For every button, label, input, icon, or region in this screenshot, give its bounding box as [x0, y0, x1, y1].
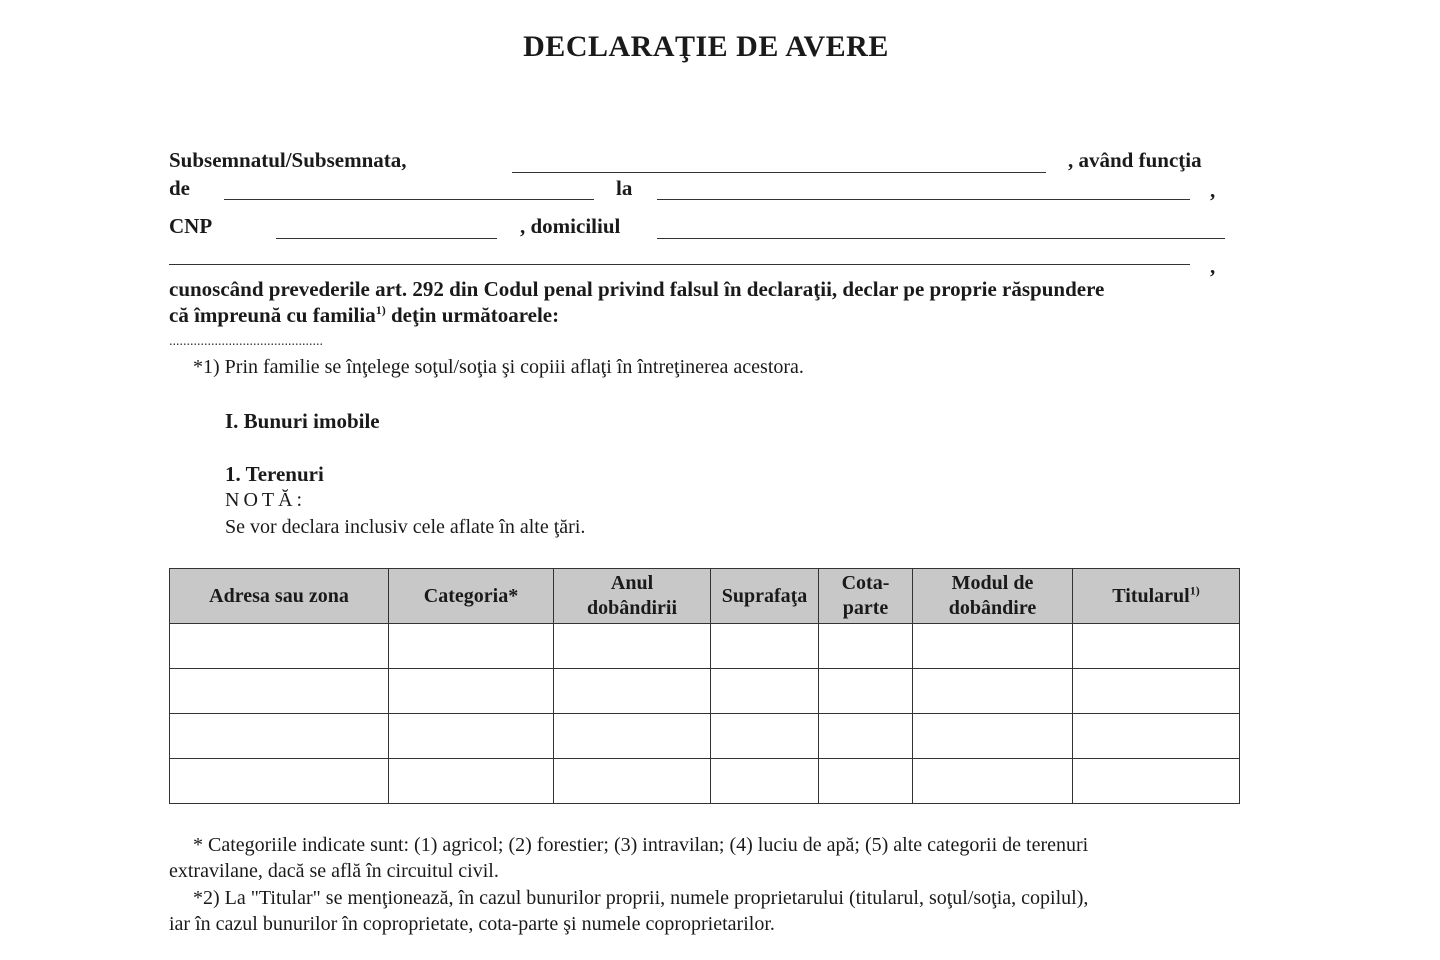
table-row	[170, 759, 1240, 804]
declaration-text-line2	[169, 303, 559, 328]
header-anul-line2: dobândirii	[586, 597, 678, 619]
sub-heading-terenuri: 1. Terenuri	[225, 462, 324, 486]
header-cota-line1: Cota-	[841, 572, 890, 594]
table-cell[interactable]	[819, 624, 913, 669]
table-cell[interactable]	[554, 624, 711, 669]
table-body	[170, 624, 1240, 804]
header-modul	[913, 569, 1073, 624]
table-cell[interactable]	[1073, 669, 1240, 714]
label-subsemnatul: Subsemnatul/Subsemnata,	[169, 148, 407, 172]
label-domiciliul: , domiciliul	[520, 214, 621, 238]
header-cota	[819, 569, 913, 624]
header-cota-line2: parte	[842, 597, 889, 619]
cnp-field-line[interactable]	[276, 238, 497, 239]
header-categoria	[389, 569, 554, 624]
address-continuation-line[interactable]	[169, 264, 1190, 265]
table-row	[170, 624, 1240, 669]
table-row	[170, 669, 1240, 714]
header-modul-line1: Modul de	[951, 572, 1034, 594]
header-modul-line2: dobândire	[948, 597, 1037, 619]
label-avand-functia: , având funcţia	[1068, 148, 1202, 172]
section-heading: I. Bunuri imobile	[225, 409, 380, 433]
institution-field-line[interactable]	[657, 199, 1190, 200]
footnote-separator-dots: ............................................	[169, 334, 323, 349]
table-cell[interactable]	[554, 714, 711, 759]
table-cell[interactable]	[711, 669, 819, 714]
function-field-line[interactable]	[224, 199, 594, 200]
document-title: DECLARAŢIE DE AVERE	[523, 30, 889, 63]
note-titular-line1: *2) La "Titular" se menţionează, în cazul bunurilor proprii, numele proprietarului (titularul, soţul/soţia, copilul),	[193, 887, 1089, 909]
table-cell[interactable]	[389, 714, 554, 759]
table-cell[interactable]	[819, 759, 913, 804]
declaration-text-detin: deţin următoarele:	[385, 303, 560, 327]
header-suprafata-text: Suprafaţa	[721, 584, 808, 607]
nota-text: Se vor declara inclusiv cele aflate în alte ţări.	[225, 516, 586, 538]
table-cell[interactable]	[913, 624, 1073, 669]
terenuri-table	[169, 568, 1240, 804]
declaration-text-line1: cunoscând prevederile art. 292 din Codul penal privind falsul în declaraţii, declar pe proprie răspundere	[169, 277, 1105, 301]
header-titularul-sup: 1)	[1189, 582, 1200, 597]
table-cell[interactable]	[554, 759, 711, 804]
header-categoria-text: Categoria*	[423, 584, 519, 607]
label-la: la	[616, 176, 633, 200]
table-cell[interactable]	[1073, 624, 1240, 669]
table-cell[interactable]	[1073, 714, 1240, 759]
table-cell[interactable]	[554, 669, 711, 714]
header-suprafata	[711, 569, 819, 624]
table-cell[interactable]	[389, 759, 554, 804]
note-categorii-line2: extravilane, dacă se află în circuitul civil.	[169, 860, 499, 882]
footnote-ref-1: 1)	[375, 303, 386, 317]
header-adresa	[170, 569, 389, 624]
table-cell[interactable]	[711, 624, 819, 669]
label-de: de	[169, 176, 190, 200]
table-cell[interactable]	[913, 759, 1073, 804]
table-cell[interactable]	[819, 669, 913, 714]
table-cell[interactable]	[389, 669, 554, 714]
header-adresa-text: Adresa sau zona	[209, 584, 349, 607]
table-row	[170, 714, 1240, 759]
note-categorii-line1: * Categoriile indicate sunt: (1) agricol; (2) forestier; (3) intravilan; (4) luciu de apă; (5) alte categorii de terenuri	[193, 834, 1089, 856]
note-titular-line2: iar în cazul bunurilor în coproprietate, cota-parte şi numele coproprietarilor.	[169, 913, 775, 935]
address-field-line[interactable]	[657, 238, 1225, 239]
name-field-line[interactable]	[512, 172, 1046, 173]
table-cell[interactable]	[913, 669, 1073, 714]
header-anul	[554, 569, 711, 624]
header-anul-line1: Anul	[610, 572, 654, 594]
comma-2: ,	[1210, 254, 1216, 278]
table-header-row	[170, 569, 1240, 624]
table-cell[interactable]	[170, 624, 389, 669]
table-cell[interactable]	[819, 714, 913, 759]
table-cell[interactable]	[913, 714, 1073, 759]
table-cell[interactable]	[389, 624, 554, 669]
nota-label: NOTĂ:	[225, 489, 307, 511]
table-cell[interactable]	[711, 759, 819, 804]
comma-1: ,	[1210, 178, 1216, 202]
table-cell[interactable]	[1073, 759, 1240, 804]
declaration-text-ca-impreuna: că împreună cu familia	[169, 303, 376, 327]
header-titularul	[1073, 569, 1240, 624]
header-titularul-text: Titularul	[1112, 584, 1190, 607]
label-cnp: CNP	[169, 214, 213, 238]
table-cell[interactable]	[711, 714, 819, 759]
table-cell[interactable]	[170, 714, 389, 759]
table-cell[interactable]	[170, 759, 389, 804]
table-cell[interactable]	[170, 669, 389, 714]
footnote-family: *1) Prin familie se înţelege soţul/soţia şi copiii aflaţi în întreţinerea acestora.	[193, 356, 804, 378]
